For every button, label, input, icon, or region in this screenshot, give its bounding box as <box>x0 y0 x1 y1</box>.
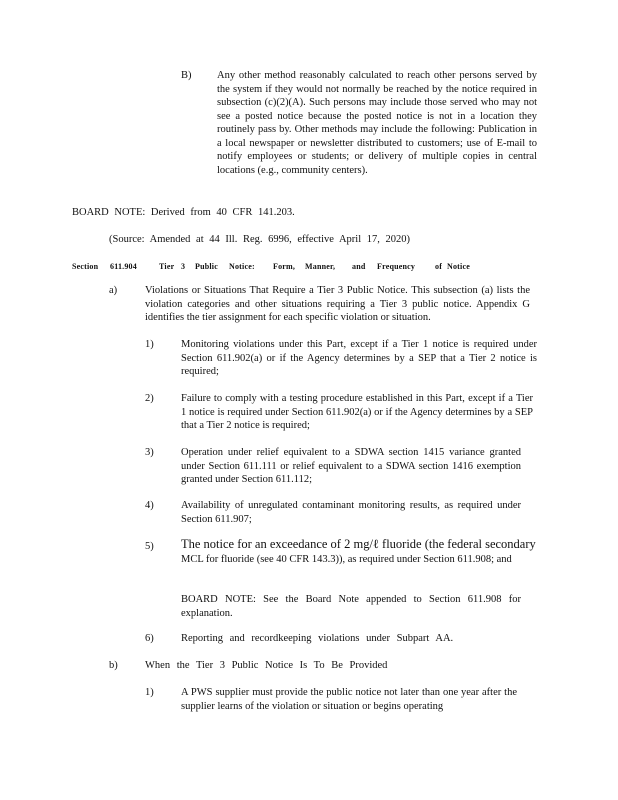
list-item-first-line: The notice for an exceedance of 2 mg/ℓ fluoride (the federal secondary <box>181 537 536 551</box>
subsection-label: b) <box>109 660 118 671</box>
subsection-b-heading: When the Tier 3 Public Notice Is To Be Provided <box>145 660 388 671</box>
heading-word: Tier <box>159 262 175 271</box>
list-item: Operation under relief equivalent to a SDWA section 1415 variance granted under Section 611.111 or relief equivalent to a SDWA section 1416 exemption granted under Section 611.112; <box>181 447 521 485</box>
subsection-a-text: Violations or Situations That Require a Tier 3 Public Notice. This subsection (a) lists the violation categories and other situations requiring a Tier 3 public notice. Appendix G identifies the tier assignment for each specific violation or situation. <box>145 285 530 323</box>
item-label: 2) <box>145 393 154 404</box>
item-label: 3) <box>145 447 154 458</box>
heading-word: of <box>435 262 443 271</box>
board-note: BOARD NOTE: See the Board Note appended to Section 611.908 for explanation. <box>181 594 521 619</box>
heading-word: Manner, <box>305 262 336 271</box>
item-label: 4) <box>145 500 154 511</box>
item-label: 6) <box>145 633 154 644</box>
list-item: Availability of unregulated contaminant monitoring results, as required under Section 611.907; <box>181 500 521 525</box>
heading-word: Notice: <box>229 262 255 271</box>
heading-word: Notice <box>447 262 470 271</box>
section-heading <box>0 260 618 272</box>
list-item: MCL for fluoride (see 40 CFR 143.3)), as required under Section 611.908; and <box>181 554 512 565</box>
list-item: Reporting and recordkeeping violations under Subpart AA. <box>181 633 454 644</box>
item-label: 5) <box>145 541 154 552</box>
source-note: (Source: Amended at 44 Ill. Reg. 6996, effective April 17, 2020) <box>109 234 410 245</box>
section-word: Section <box>72 262 99 271</box>
section-number: 611.904 <box>110 262 137 271</box>
item-label: 1) <box>145 339 154 350</box>
heading-word: 3 <box>181 262 186 271</box>
heading-word: and <box>352 262 366 271</box>
list-item: A PWS supplier must provide the public notice not later than one year after the supplier learns of the violation or situation or begins operating <box>181 687 517 712</box>
list-item: Failure to comply with a testing procedure established in this Part, except if a Tier 1 notice is required under Section 611.902(a) or if the Agency determines by a SEP that a Tier 2 notice is required; <box>181 393 533 431</box>
heading-word: Form, <box>273 262 296 271</box>
item-label: 1) <box>145 687 154 698</box>
item-label: B) <box>181 70 192 81</box>
subsection-label: a) <box>109 285 118 296</box>
list-item: Monitoring violations under this Part, except if a Tier 1 notice is required under Section 611.902(a) or if the Agency determines by a SEP that a Tier 2 notice is required; <box>181 339 537 377</box>
heading-word: Frequency <box>377 262 416 271</box>
heading-word: Public <box>195 262 218 271</box>
item-b-text: Any other method reasonably calculated to reach other persons served by the system if they would not normally be reached by the notice required in subsection (c)(2)(A). Such persons may include those served who may not see a posted notice because the posted notice is not in a location they routinely pass by. Other methods may include the following: Publication in a local newspaper or newsletter distributed to customers; use of E-mail to notify employees or students; or delivery of multiple copies in central locations (e.g., community centers). <box>217 70 537 176</box>
board-note: BOARD NOTE: Derived from 40 CFR 141.203. <box>72 207 295 218</box>
